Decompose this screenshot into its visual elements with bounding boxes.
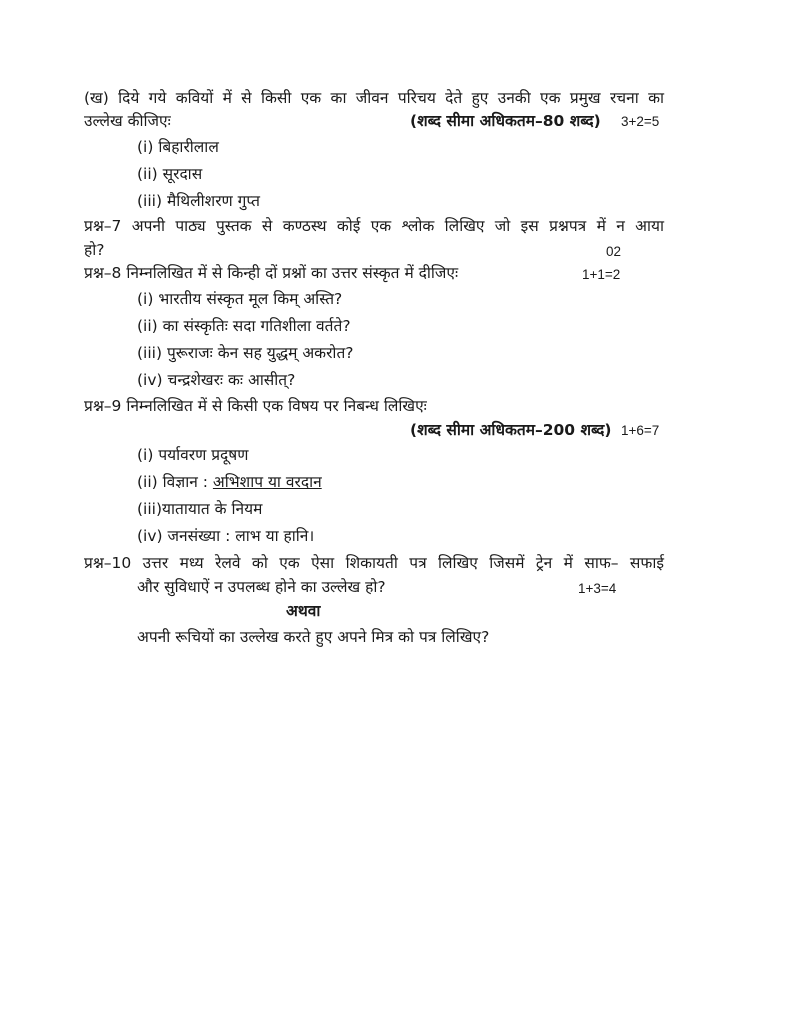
q6b-option-3: (iii) मैथिलीशरण गुप्त [137, 192, 261, 210]
q8-option-4: (iv) चन्द्रशेखरः कः आसीत्? [137, 371, 296, 389]
q8-option-2: (ii) का संस्कृतिः सदा गतिशीला वर्तते? [137, 317, 351, 335]
q9-option-2 [137, 472, 322, 492]
q9-word-limit: (शब्द सीमा अधिकतम–200 शब्द) [410, 421, 612, 439]
q8-option-1: (i) भारतीय संस्कृत मूल किम् अस्ति? [137, 290, 343, 308]
q6b-marks: 3+2=5 [621, 114, 660, 129]
q6b-option-1: (i) बिहारीलाल [137, 138, 219, 156]
q9-line-1: प्रश्न–9 निम्नलिखित में से किसी एक विषय पर निबन्ध लिखिएः [84, 397, 427, 415]
q8-option-3: (iii) पुरूराजः केन सह युद्धम् अकरोत? [137, 344, 354, 362]
q10-alternative: अपनी रूचियों का उल्लेख करते हुए अपने मित्र को पत्र लिखिए? [137, 628, 490, 646]
q8-line-1: प्रश्न–8 निम्नलिखित में से किन्ही दों प्रश्नों का उत्तर संस्कृत में दीजिएः [84, 264, 459, 282]
q10-line-1: प्रश्न–10 उत्तर मध्य रेलवे को एक ऐसा शिकायती पत्र लिखिए जिसमें ट्रेन में साफ– सफाई [84, 554, 664, 572]
q10-or-label: अथवा [286, 602, 321, 620]
q9-option-2-underlined: अभिशाप या वरदान [212, 473, 322, 491]
q6b-line-2: उल्लेख कीजिएः [84, 112, 171, 130]
q9-option-4: (iv) जनसंख्या : लाभ या हानि। [137, 527, 315, 545]
q6b-option-2: (ii) सूरदास [137, 165, 203, 183]
q6b-word-limit: (शब्द सीमा अधिकतम–80 शब्द) [410, 112, 601, 130]
q10-marks: 1+3=4 [578, 581, 617, 596]
q10-line-2: और सुविधाऐं न उपलब्ध होने का उल्लेख हो? [137, 578, 386, 596]
q9-marks: 1+6=7 [621, 423, 660, 438]
q9-option-2-prefix: (ii) विज्ञान : [137, 473, 213, 491]
q7-line-2: हो? [84, 241, 105, 259]
q9-option-3: (iii)यातायात के नियम [137, 500, 263, 518]
q7-line-1: प्रश्न–7 अपनी पाठ्य पुस्तक से कण्ठस्थ कोई एक श्लोक लिखिए जो इस प्रश्नपत्र में न आया [84, 217, 664, 235]
q6b-line-1: (ख) दिये गये कवियों में से किसी एक का जीवन परिचय देते हुए उनकी एक प्रमुख रचना का [84, 89, 664, 107]
q9-option-1: (i) पर्यावरण प्रदूषण [137, 446, 249, 464]
q8-marks: 1+1=2 [582, 267, 621, 282]
q7-marks: 02 [606, 244, 622, 259]
